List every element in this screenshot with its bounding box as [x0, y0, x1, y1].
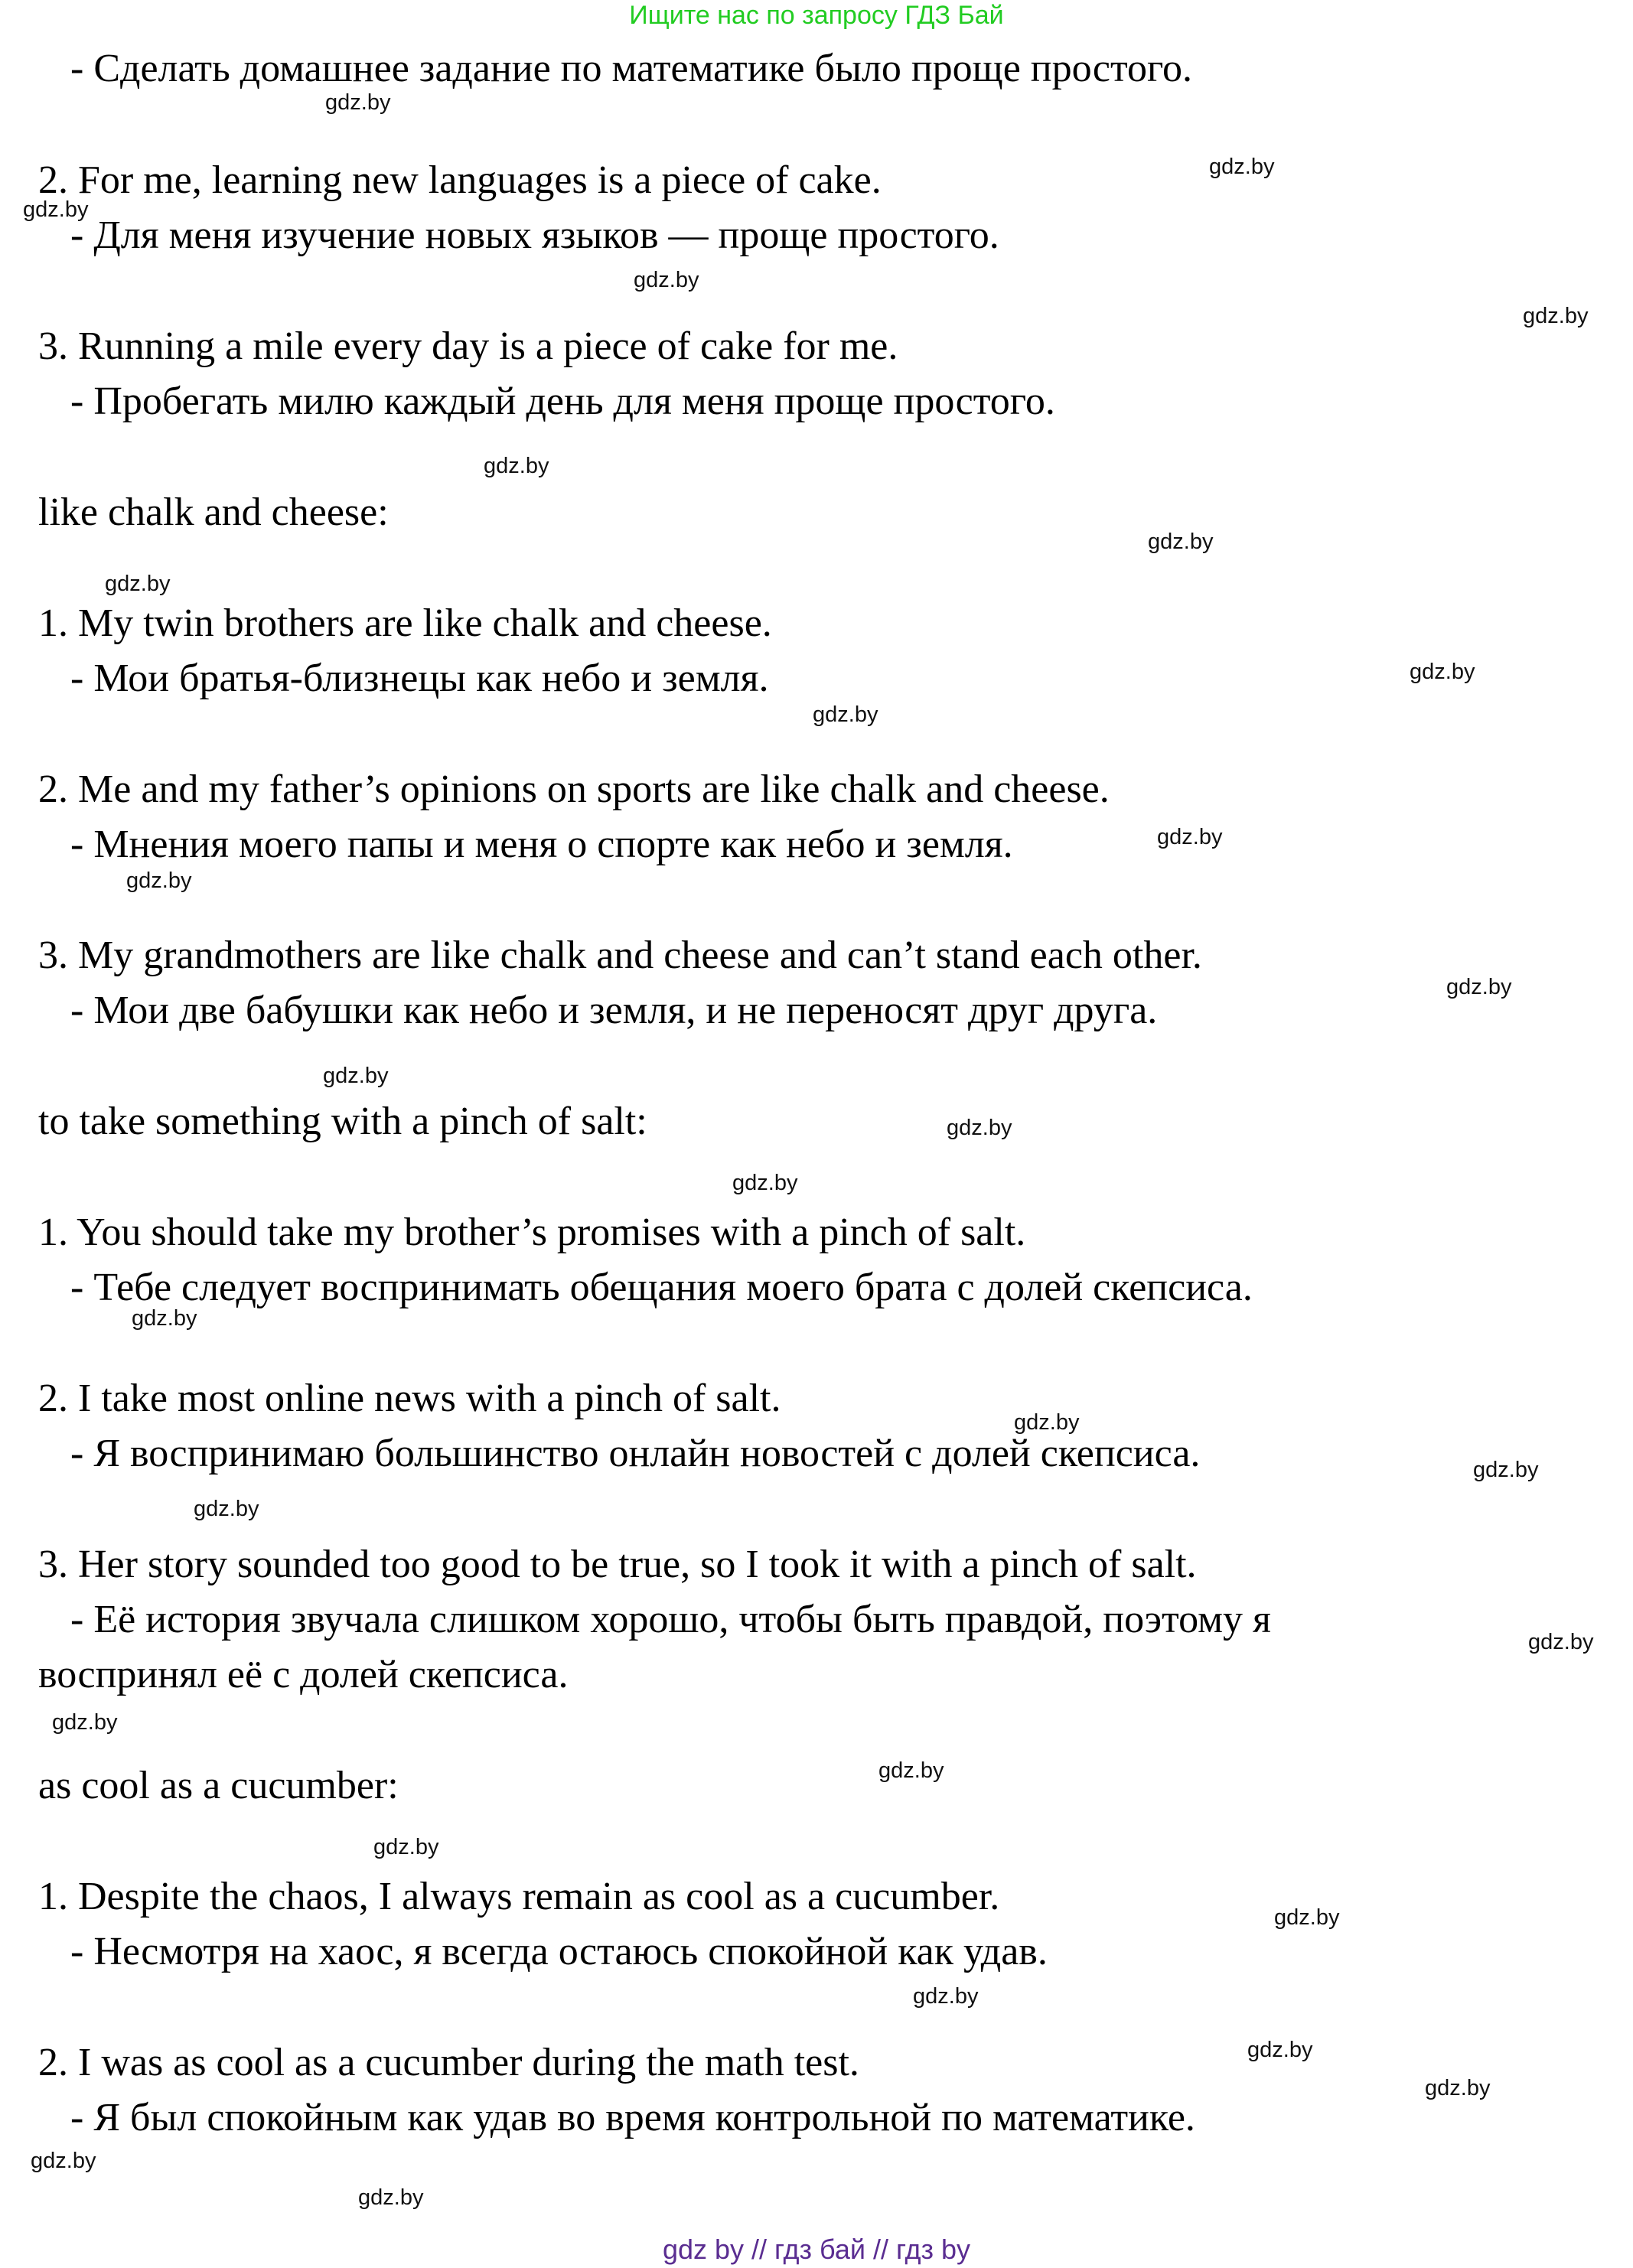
watermark: gdz.by — [23, 197, 89, 222]
page-footer: gdz by // гдз бай // гдз by — [662, 2234, 971, 2265]
text-line: 1. Despite the chaos, I always remain as cool as a cucumber. — [38, 1875, 1000, 1918]
watermark: gdz.by — [913, 1984, 979, 2009]
text-line: воспринял её с долей скепсиса. — [38, 1653, 569, 1696]
watermark: gdz.by — [634, 268, 699, 292]
watermark: gdz.by — [878, 1758, 944, 1783]
text-line: - Пробегать милю каждый день для меня проще простого. — [70, 380, 1055, 423]
watermark: gdz.by — [194, 1497, 259, 1521]
watermark: gdz.by — [126, 868, 192, 893]
text-line: - Несмотря на хаос, я всегда остаюсь спокойной как удав. — [70, 1930, 1048, 1973]
text-line: - Тебе следует воспринимать обещания моего брата с долей скепсиса. — [70, 1266, 1253, 1309]
text-line: 1. My twin brothers are like chalk and cheese. — [38, 601, 772, 645]
watermark: gdz.by — [813, 702, 878, 727]
text-line: 1. You should take my brother’s promises with a pinch of salt. — [38, 1211, 1026, 1254]
text-line: 3. Running a mile every day is a piece of cake for me. — [38, 324, 898, 368]
watermark: gdz.by — [947, 1116, 1012, 1140]
watermark: gdz.by — [132, 1306, 197, 1331]
watermark: gdz.by — [358, 2185, 424, 2210]
text-line: 2. I take most online news with a pinch of salt. — [38, 1377, 781, 1420]
watermark: gdz.by — [323, 1064, 389, 1088]
text-line: - Сделать домашнее задание по математике было проще простого. — [70, 47, 1193, 90]
watermark: gdz.by — [1247, 2038, 1313, 2062]
idiom-heading: to take something with a pinch of salt: — [38, 1100, 647, 1143]
watermark: gdz.by — [373, 1835, 439, 1859]
watermark: gdz.by — [105, 572, 171, 596]
text-line: - Для меня изучение новых языков — проще простого. — [70, 213, 999, 257]
watermark: gdz.by — [1528, 1630, 1594, 1654]
text-line: - Мои две бабушки как небо и земля, и не переносят друг друга. — [70, 989, 1158, 1032]
watermark: gdz.by — [1014, 1410, 1080, 1435]
text-line: 2. For me, learning new languages is a piece of cake. — [38, 158, 882, 202]
watermark: gdz.by — [325, 90, 391, 115]
watermark: gdz.by — [484, 454, 549, 478]
text-line: - Её история звучала слишком хорошо, чтобы быть правдой, поэтому я — [70, 1598, 1271, 1641]
idiom-heading: like chalk and cheese: — [38, 490, 389, 534]
watermark: gdz.by — [1157, 825, 1223, 849]
text-line: - Я воспринимаю большинство онлайн новостей с долей скепсиса. — [70, 1432, 1201, 1475]
watermark: gdz.by — [1473, 1458, 1539, 1482]
text-line: - Я был спокойным как удав во время контрольной по математике. — [70, 2096, 1195, 2139]
watermark: gdz.by — [1523, 304, 1589, 328]
watermark: gdz.by — [1209, 155, 1275, 179]
text-line: - Мои братья-близнецы как небо и земля. — [70, 657, 769, 700]
idiom-heading: as cool as a cucumber: — [38, 1764, 399, 1807]
watermark: gdz.by — [1446, 975, 1512, 999]
text-line: 2. Me and my father’s opinions on sports are like chalk and cheese. — [38, 767, 1110, 811]
text-line: 2. I was as cool as a cucumber during the math test. — [38, 2041, 859, 2084]
watermark: gdz.by — [1148, 530, 1214, 554]
watermark: gdz.by — [1410, 660, 1475, 684]
text-line: 3. Her story sounded too good to be true, so I took it with a pinch of salt. — [38, 1543, 1197, 1586]
watermark: gdz.by — [1274, 1905, 1340, 1930]
page-header: Ищите нас по запросу ГДЗ Бай — [629, 1, 1004, 30]
watermark: gdz.by — [31, 2149, 96, 2173]
watermark: gdz.by — [52, 1710, 118, 1735]
watermark: gdz.by — [1425, 2076, 1491, 2100]
text-line: - Мнения моего папы и меня о спорте как небо и земля. — [70, 823, 1013, 866]
watermark: gdz.by — [732, 1171, 798, 1195]
text-line: 3. My grandmothers are like chalk and cheese and can’t stand each other. — [38, 934, 1202, 977]
